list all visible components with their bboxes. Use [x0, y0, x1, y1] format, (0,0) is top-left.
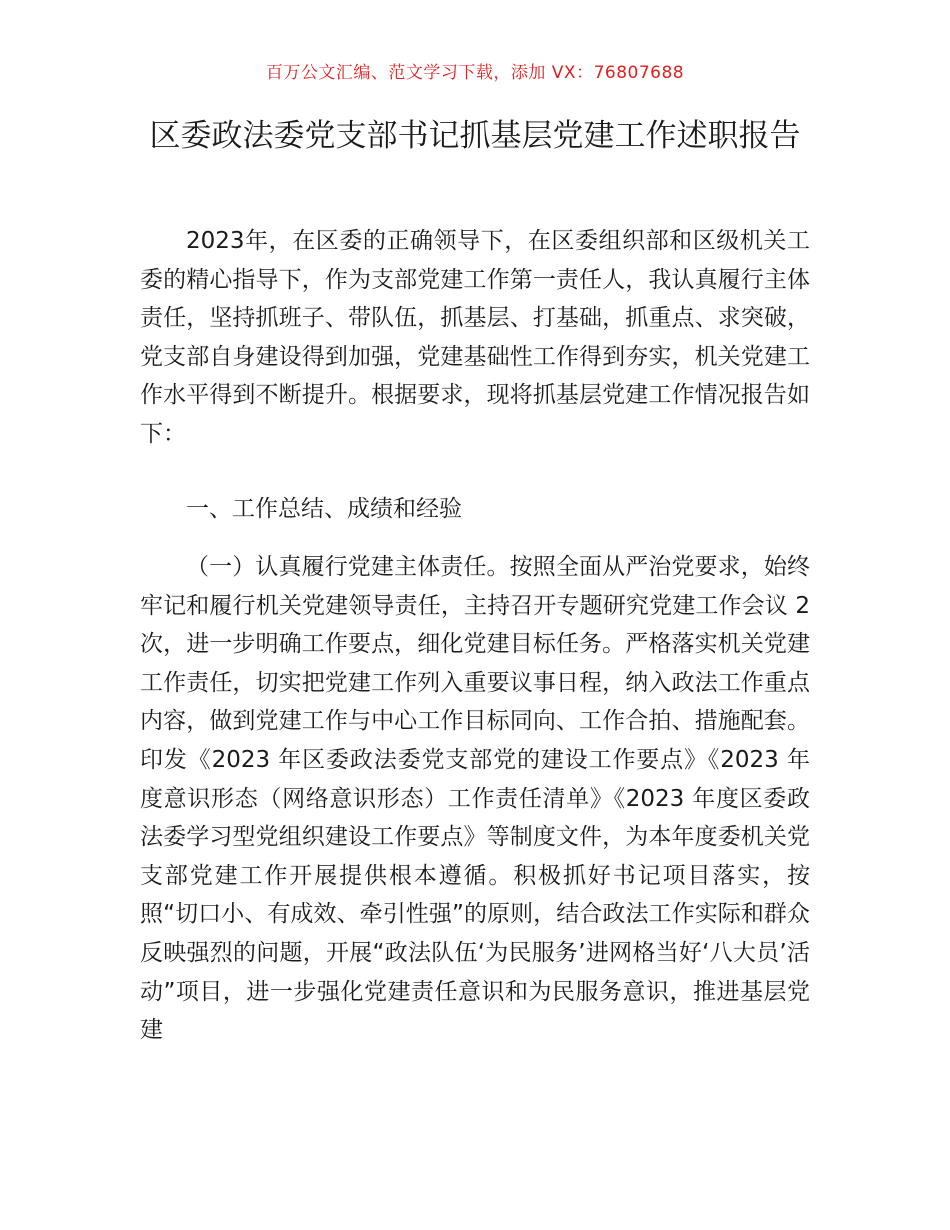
- document-title: 区委政法委党支部书记抓基层党建工作述职报告: [149, 118, 801, 154]
- header-watermark: 百万公文汇编、范文学习下载，添加 VX：76807688: [265, 63, 685, 83]
- body-paragraph-1: 2023年，在区委的正确领导下，在区委组织部和区级机关工委的精心指导下，作为支部党建工作第一责任人，我认真履行主体责任，坚持抓班子、带队伍，抓基层、打基础，抓重点、求突破，党支部自身建设得到加强，党建基础性工作得到夯实，机关党建工作水平得到不断提升。根据要求，现将抓基层党建工作情况报告如下：: [140, 228, 810, 447]
- body-paragraph-2: （一）认真履行党建主体责任。按照全面从严治党要求，始终牢记和履行机关党建领导责任，主持召开专题研究党建工作会议 2 次，进一步明确工作要点，细化党建目标任务。严格落实机关党建工作责任，切实把党建工作列入重要议事日程，纳入政法工作重点内容，做到党建工作与中心工作目标同向、工作合拍、措施配套。印发《2023 年区委政法委党支部党的建设工作要点》《2023 年度意识形态（网络意识形态）工作责任清单》《2023 年度区委政法委学习型党组织建设工作要点》等制度文件，为本年度委机关党支部党建工作开展提供根本遵循。积极抓好书记项目落实，按照“切口小、有成效、牵引性强”的原则，结合政法工作实际和群众反映强烈的问题，开展“政法队伍‘为民服务’进网格当好‘八大员’活动”项目，进一步强化党建责任意识和为民服务意识，推进基层党建: [140, 554, 810, 1044]
- section-heading-1: 一、工作总结、成绩和经验: [186, 496, 462, 522]
